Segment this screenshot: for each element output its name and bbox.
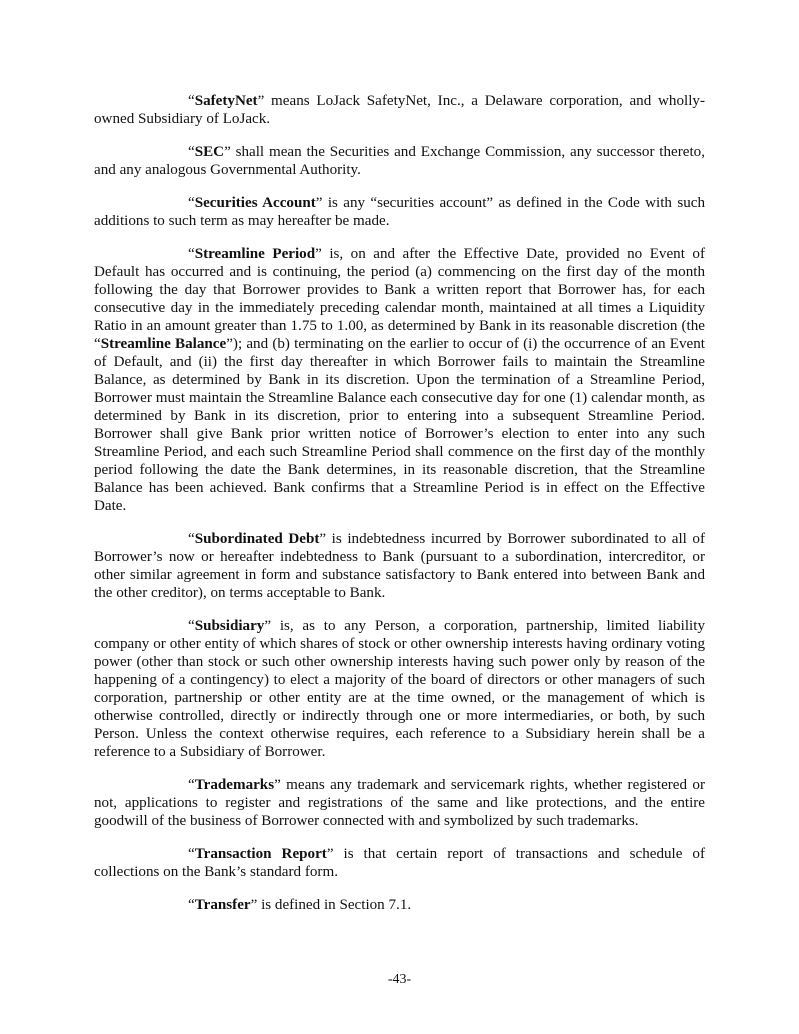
definition-text: is any “securities account” as defined in the Code with such additions to such term as may hereafter be made. — [94, 195, 705, 229]
page-number: -43- — [387, 972, 412, 987]
definition-text-continued: ”); and (b) terminating on the earlier to occur of (i) the occurrence of an Event of Default, and (ii) the first day thereafter in which Borrower fails to maintain the Streamline Balance, as determined by Bank in its discretion. Upon the termination of a Streamline Period, Borrower must maintain the Streamline Balance each consecutive day for one (1) calendar month, as determined by Bank in its discretion, prior to entering into a subsequent Streamline Period. Borrower shall give Bank prior written notice of Borrower’s election to enter into any such Streamline Period, and each such Streamline Period shall commence on the first day of the monthly period following the date the Bank determines, in its reasonable discretion, that the Streamline Balance has been achieved. Bank confirms that a Streamline Period is in effect on the Effective Date. — [94, 336, 705, 514]
definition-subordinated-debt — [94, 530, 705, 602]
definition-transaction-report — [94, 845, 705, 881]
definition-safetynet — [94, 92, 705, 128]
defined-term: Subordinated Debt — [194, 531, 320, 547]
definition-trademarks — [94, 776, 705, 830]
open-quote: “ — [188, 144, 195, 160]
close-quote: ” — [224, 144, 231, 160]
close-quote: ” — [315, 195, 323, 211]
open-quote: “ — [188, 897, 195, 913]
open-quote: “ — [188, 93, 195, 109]
definition-text: is, as to any Person, a corporation, partnership, limited liability company or other entity of which shares of stock or other ownership interests having ordinary voting power (other than stock or such other ownership interests having such power only by reason of the happening of a contingency) to elect a majority of the board of directors or other managers of such corporation, partnership or other entity are at the time owned, or the management of which is otherwise controlled, directly or indirectly through one or more intermediaries, or both, by such Person. Unless the context otherwise requires, each reference to a Subsidiary herein shall be a reference to a Subsidiary of Borrower. — [94, 618, 705, 760]
close-quote: ” — [315, 246, 322, 262]
defined-term: Transaction Report — [194, 846, 327, 862]
definition-text: is indebtedness incurred by Borrower subordinated to all of Borrower’s now or hereafter indebtedness to Bank (pursuant to a subordination, intercreditor, or other similar agreement in form and substance satisfactory to Bank entered into between Bank and the other creditor), on terms acceptable to Bank. — [94, 531, 705, 601]
defined-term: Securities Account — [194, 195, 316, 211]
definition-text: is that certain report of transactions and schedule of collections on the Bank’s standard form. — [94, 846, 705, 880]
defined-term: Trademarks — [194, 777, 275, 793]
defined-term: Transfer — [194, 897, 251, 913]
open-quote: “ — [188, 777, 195, 793]
definition-securities-account — [94, 194, 705, 230]
definition-text: is defined in Section 7.1. — [257, 897, 412, 913]
definition-subsidiary — [94, 617, 705, 761]
close-quote: ” — [264, 618, 272, 634]
defined-term-streamline-balance: Streamline Balance — [100, 336, 227, 352]
definition-text: is, on and after the Effective Date, provided no Event of Default has occurred and is continuing, the period (a) commencing on the first day of the month following the day that Borrower provides to Bank a written report that Borrower has, for each consecutive day in the immediately preceding calendar month, maintained at all times a Liquidity Ratio in an amount greater than 1.75 to 1.00, as determined by Bank in its reasonable discretion (the “ — [94, 246, 705, 352]
definition-sec — [94, 143, 705, 179]
close-quote: ” — [326, 846, 334, 862]
definition-text: means any trademark and servicemark rights, whether registered or not, applications to register and registrations of the same and like protections, and the entire goodwill of the business of Borrower connected with and symbolized by such trademarks. — [94, 777, 705, 829]
definition-text: shall mean the Securities and Exchange Commission, any successor thereto, and any analogous Governmental Authority. — [94, 144, 705, 178]
close-quote: ” — [250, 897, 258, 913]
open-quote: “ — [188, 846, 195, 862]
close-quote: ” — [257, 93, 265, 109]
defined-term: SEC — [194, 144, 225, 160]
close-quote: ” — [319, 531, 327, 547]
defined-term: Subsidiary — [194, 618, 265, 634]
definition-streamline-period — [94, 245, 705, 515]
open-quote: “ — [188, 618, 195, 634]
definition-transfer — [94, 896, 705, 914]
defined-term: Streamline Period — [194, 246, 316, 262]
document-page — [94, 92, 705, 929]
open-quote: “ — [188, 246, 195, 262]
definition-text: means LoJack SafetyNet, Inc., a Delaware corporation, and wholly-owned Subsidiary of LoJack. — [94, 93, 705, 127]
open-quote: “ — [188, 531, 195, 547]
close-quote: ” — [274, 777, 281, 793]
defined-term: SafetyNet — [194, 93, 258, 109]
open-quote: “ — [188, 195, 195, 211]
